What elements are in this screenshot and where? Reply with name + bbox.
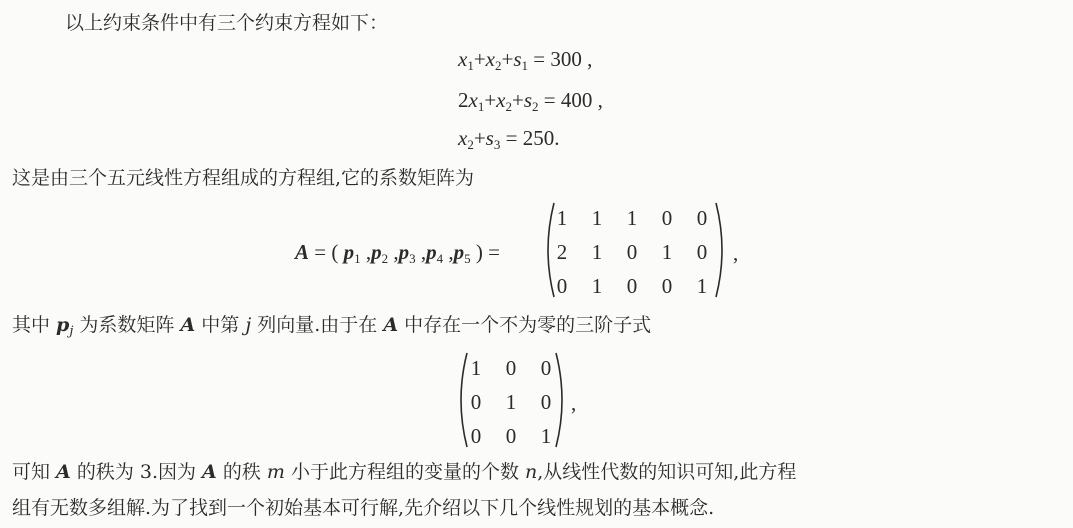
matrix-A-cell: 0 [661,274,673,298]
text-run: ) = [470,240,500,264]
matrix-I-cell: 0 [540,356,552,380]
subscript: 5 [464,251,471,266]
math-symbol: n [525,461,538,483]
matrix-I-cell: 1 [470,356,482,380]
text-run: + [473,126,486,150]
matrix-I [454,350,569,450]
equation-2 [458,87,603,113]
subscript: 2 [467,137,474,152]
text-run: 中存在一个不为零的三阶子式 [398,314,652,336]
math-symbol: p [453,240,465,264]
subscript: 2 [505,99,512,114]
math-symbol: s [485,126,494,150]
matrix-A-cell: 1 [591,274,603,298]
math-symbol: p [398,240,410,264]
matrix-A-cell: 1 [591,240,603,264]
subscript: 2 [381,251,389,266]
text-run: 为系数矩阵 [73,314,181,336]
math-symbol: x [468,88,478,112]
subscript: 1 [354,251,361,266]
text-run: , [415,240,427,264]
math-symbol: m [266,461,285,483]
text-line-4 [12,459,796,485]
text-run: 的秩为 3.因为 [70,461,203,483]
matrix-A-lhs [295,239,500,265]
matrix-A-cell: 1 [591,206,603,230]
text-line-2: 这是由三个五元线性方程组成的方程组,它的系数矩阵为 [12,167,475,189]
text-run: = 400 , [538,88,603,112]
text-run: 可知 [12,461,57,483]
subscript: 3 [409,251,416,266]
matrix-A [540,200,730,300]
matrix-A-comma: , [733,241,739,265]
subscript: 1 [467,58,474,73]
equation-1 [458,46,592,72]
matrix-I-cell: 0 [540,390,552,414]
text-run: + [473,47,486,71]
math-symbol: s [513,47,522,71]
text-run: + [484,88,497,112]
text-run: 的秩 [216,461,267,483]
text-run: 2 [458,88,469,112]
text-line-5: 组有无数多组解.为了找到一个初始基本可行解,先介绍以下几个线性规划的基本概念. [12,497,715,519]
math-symbol: p [371,240,382,264]
text-run: 其中 [12,314,57,336]
math-symbol: p [343,240,355,264]
equation-3 [458,125,559,151]
math-symbol: A [383,314,399,336]
math-symbol: x [485,47,495,71]
matrix-A-cell: 0 [696,240,708,264]
matrix-A-cell: 0 [626,240,638,264]
math-symbol: p [426,240,437,264]
matrix-I-comma: , [571,391,577,415]
text-run: , [388,240,399,264]
matrix-A-cell: 0 [661,206,673,230]
intro-text: 以上约束条件中有三个约束方程如下： [65,12,389,34]
subscript: 4 [436,251,444,266]
subscript: 2 [495,58,502,73]
math-symbol: A [202,461,217,483]
math-symbol: x [458,126,468,150]
text-run: = ( [309,240,344,264]
math-symbol: j [245,314,252,336]
matrix-I-cell: 1 [540,424,552,448]
math-symbol: p [56,314,70,336]
math-symbol: s [523,88,533,112]
text-run: , [360,240,372,264]
math-symbol: A [295,240,310,264]
matrix-I-cell: 0 [505,356,517,380]
subscript: 1 [477,99,485,114]
math-symbol: A [56,461,71,483]
math-symbol: x [458,47,468,71]
matrix-A-cell: 0 [626,274,638,298]
subscript: 3 [493,137,501,152]
subscript: 1 [521,58,529,73]
math-symbol: A [180,314,196,336]
matrix-A-cell: 0 [696,206,708,230]
text-run: + [501,47,514,71]
text-run: 列向量.由于在 [251,314,384,336]
text-run: + [512,88,524,112]
matrix-A-cell: 0 [556,274,568,298]
math-symbol: x [496,88,506,112]
matrix-I-cell: 0 [470,424,482,448]
text-line-3 [12,312,651,338]
matrix-I-cell: 1 [505,390,517,414]
text-run: ,从线性代数的知识可知,此方程 [537,461,797,483]
matrix-A-cell: 1 [661,240,673,264]
text-run: 小于此方程组的变量的个数 [284,461,526,483]
text-run: 中第 [195,314,246,336]
matrix-A-cell: 2 [556,240,568,264]
text-run: = 250. [500,126,560,150]
matrix-A-cell: 1 [626,206,638,230]
text-run: = 300 , [528,47,593,71]
subscript: 2 [532,99,539,114]
text-run: , [443,240,454,264]
matrix-I-cell: 0 [505,424,517,448]
matrix-I-cell: 0 [470,390,482,414]
matrix-A-cell: 1 [696,274,708,298]
matrix-A-cell: 1 [556,206,568,230]
subscript: j [69,324,74,339]
